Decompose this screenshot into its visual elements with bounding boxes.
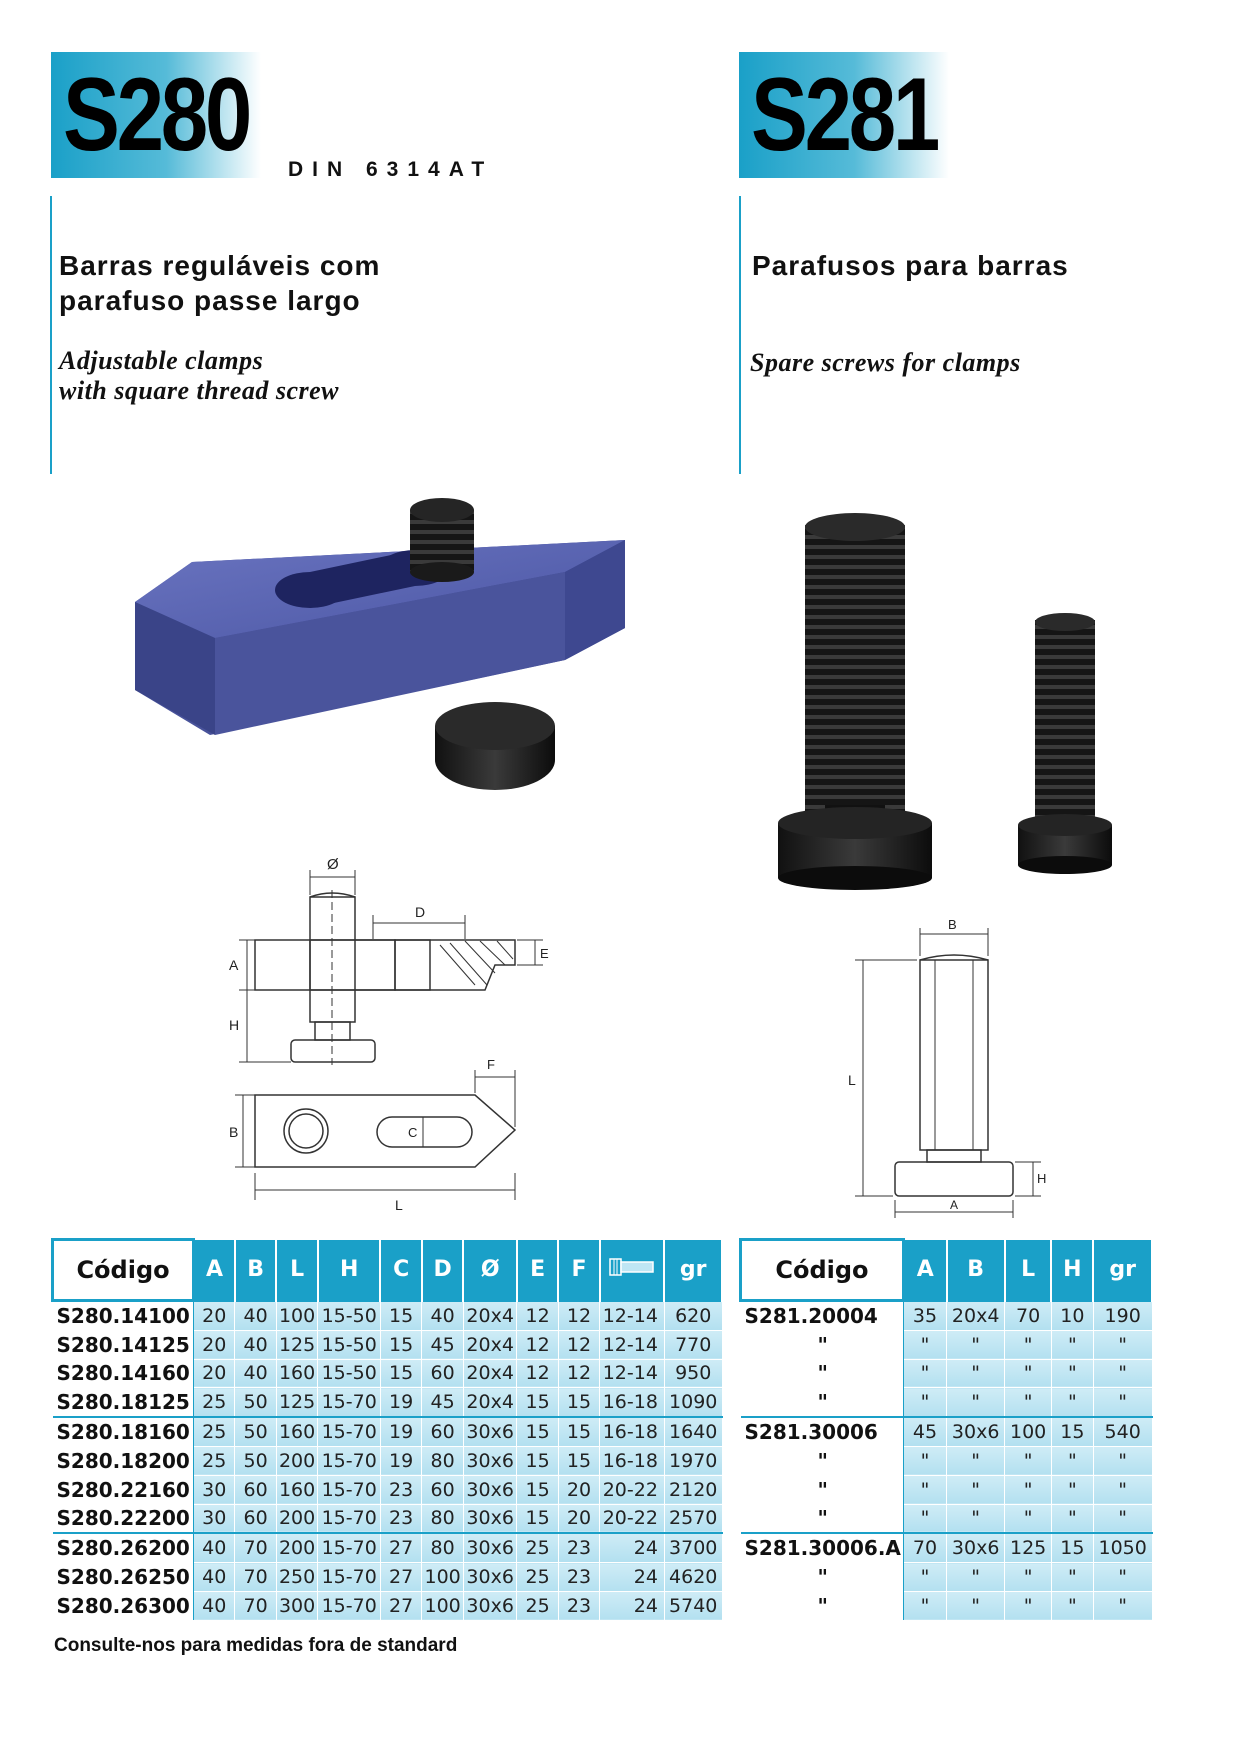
table-cell: 100: [276, 1301, 318, 1331]
table-cell: 50: [235, 1446, 276, 1475]
table-cell: ": [903, 1504, 946, 1533]
right-accent-line: [739, 196, 741, 474]
table-cell: ": [1005, 1446, 1052, 1475]
table-cell: ": [947, 1359, 1005, 1388]
table-cell: ": [1005, 1563, 1052, 1592]
table-cell: 2120: [664, 1475, 722, 1504]
table-cell: ": [1051, 1359, 1093, 1388]
table-cell: 15: [517, 1388, 558, 1417]
table-cell: 20: [194, 1330, 235, 1359]
table-code-cell: ": [741, 1591, 904, 1619]
table-cell: 950: [664, 1359, 722, 1388]
table-cell: 15-70: [318, 1591, 381, 1619]
table-row: [741, 1359, 1153, 1388]
table-cell: ": [1093, 1563, 1152, 1592]
table-cell: 40: [235, 1359, 276, 1388]
table-cell: 50: [235, 1417, 276, 1446]
table-cell: ": [1093, 1446, 1152, 1475]
table-row: [741, 1533, 1153, 1562]
s280-col-d: D: [422, 1240, 464, 1301]
table-cell: 15-70: [318, 1417, 381, 1446]
table-cell: 15: [1051, 1417, 1093, 1446]
table-cell: 12: [517, 1359, 558, 1388]
table-cell: 12-14: [600, 1330, 665, 1359]
table-cell: 45: [903, 1417, 946, 1446]
table-code-cell: S280.22200: [53, 1504, 194, 1533]
table-cell: 70: [235, 1563, 276, 1592]
table-cell: 2570: [664, 1504, 722, 1533]
s280-col-dia: Ø: [463, 1240, 516, 1301]
s280-header-row: [53, 1240, 723, 1301]
table-code-cell: ": [741, 1504, 904, 1533]
table-cell: 60: [422, 1417, 464, 1446]
table-cell: 30x6: [463, 1417, 516, 1446]
table-cell: 30x6: [463, 1533, 516, 1562]
screws-photo: [770, 505, 1150, 890]
table-cell: 27: [380, 1533, 421, 1562]
table-cell: 15: [380, 1301, 421, 1331]
table-cell: 30x6: [463, 1475, 516, 1504]
table-cell: 15-70: [318, 1533, 381, 1562]
table-row: [53, 1388, 723, 1417]
table-cell: 30x6: [463, 1446, 516, 1475]
table-code-cell: S280.18125: [53, 1388, 194, 1417]
s281-col-l: L: [1005, 1240, 1052, 1301]
table-cell: ": [903, 1591, 946, 1619]
table-cell: 20: [194, 1359, 235, 1388]
table-cell: ": [947, 1591, 1005, 1619]
table-cell: 30: [194, 1504, 235, 1533]
dim-a: A: [229, 957, 239, 973]
table-cell: 1640: [664, 1417, 722, 1446]
table-row: [53, 1563, 723, 1592]
table-row: [741, 1504, 1153, 1533]
s280-title-pt-line2: parafuso passe largo: [59, 285, 361, 316]
table-cell: 16-18: [600, 1446, 665, 1475]
table-cell: 15-70: [318, 1388, 381, 1417]
s280-col-gr: gr: [664, 1240, 722, 1301]
s280-title-pt: [59, 248, 380, 318]
table-cell: 60: [422, 1359, 464, 1388]
table-cell: ": [947, 1388, 1005, 1417]
table-cell: ": [903, 1388, 946, 1417]
table-cell: 250: [276, 1563, 318, 1592]
table-cell: 19: [380, 1417, 421, 1446]
s281-dim-b: B: [948, 920, 957, 932]
table-cell: 20x4: [947, 1301, 1005, 1331]
s281-col-gr: gr: [1093, 1240, 1152, 1301]
table-cell: 40: [235, 1330, 276, 1359]
table-cell: 20x4: [463, 1301, 516, 1331]
table-cell: 25: [194, 1417, 235, 1446]
table-row: [53, 1417, 723, 1446]
table-cell: ": [903, 1475, 946, 1504]
table-cell: 45: [422, 1330, 464, 1359]
table-code-cell: S280.26300: [53, 1591, 194, 1619]
table-code-cell: S281.30006.A: [741, 1533, 904, 1562]
table-code-cell: S280.14160: [53, 1359, 194, 1388]
table-cell: 25: [517, 1563, 558, 1592]
table-cell: 12: [558, 1330, 599, 1359]
dim-c: C: [408, 1125, 418, 1140]
table-cell: 60: [422, 1475, 464, 1504]
table-code-cell: ": [741, 1388, 904, 1417]
table-cell: 40: [194, 1563, 235, 1592]
table-cell: 70: [235, 1533, 276, 1562]
table-cell: 30x6: [463, 1504, 516, 1533]
table-row: [741, 1330, 1153, 1359]
table-cell: 70: [903, 1533, 946, 1562]
table-cell: ": [1005, 1388, 1052, 1417]
s280-spec-table: [51, 1238, 723, 1620]
table-cell: 30x6: [947, 1533, 1005, 1562]
s281-dim-a: A: [950, 1198, 959, 1212]
s281-drawing: [845, 920, 1065, 1220]
table-cell: 12: [558, 1359, 599, 1388]
custom-size-note: Consulte-nos para medidas fora de standard: [54, 1635, 458, 1656]
s281-title-en: Spare screws for clamps: [750, 348, 1021, 377]
dim-dia: Ø: [327, 856, 339, 873]
table-cell: 25: [517, 1591, 558, 1619]
table-cell: 12: [558, 1301, 599, 1331]
table-cell: 15-70: [318, 1563, 381, 1592]
table-cell: ": [947, 1475, 1005, 1504]
dim-l: L: [395, 1197, 403, 1213]
table-cell: 50: [235, 1388, 276, 1417]
table-cell: ": [1093, 1359, 1152, 1388]
table-row: [53, 1504, 723, 1533]
table-cell: 24: [600, 1591, 665, 1619]
table-row: [53, 1330, 723, 1359]
table-cell: 15-50: [318, 1301, 381, 1331]
small-screw: [1035, 620, 1095, 820]
table-cell: 40: [422, 1301, 464, 1331]
table-cell: 15: [558, 1446, 599, 1475]
table-row: [53, 1533, 723, 1562]
s280-col-b: B: [235, 1240, 276, 1301]
table-cell: 12-14: [600, 1359, 665, 1388]
s281-dim-h: H: [1037, 1171, 1047, 1186]
table-row: [53, 1591, 723, 1619]
table-cell: ": [1093, 1388, 1152, 1417]
table-code-cell: S280.18200: [53, 1446, 194, 1475]
s281-code: S281: [751, 57, 938, 173]
dim-d: D: [415, 904, 426, 920]
table-cell: 20-22: [600, 1475, 665, 1504]
table-row: [53, 1446, 723, 1475]
table-cell: 300: [276, 1591, 318, 1619]
table-cell: 20: [558, 1475, 599, 1504]
table-cell: 160: [276, 1475, 318, 1504]
s280-col-c: C: [380, 1240, 421, 1301]
s280-col-h: H: [318, 1240, 381, 1301]
table-cell: 125: [276, 1388, 318, 1417]
table-cell: 25: [517, 1533, 558, 1562]
table-code-cell: S280.14125: [53, 1330, 194, 1359]
clamp-photo: [120, 490, 680, 840]
s280-col-code: Código: [53, 1240, 194, 1301]
table-cell: 15-70: [318, 1475, 381, 1504]
table-cell: ": [1051, 1563, 1093, 1592]
table-cell: ": [947, 1446, 1005, 1475]
table-cell: 70: [235, 1591, 276, 1619]
table-cell: 15: [558, 1388, 599, 1417]
s281-col-code: Código: [741, 1240, 904, 1301]
s281-dim-l: L: [848, 1072, 856, 1088]
table-cell: ": [1051, 1446, 1093, 1475]
table-code-cell: S280.26200: [53, 1533, 194, 1562]
table-cell: ": [1005, 1359, 1052, 1388]
s280-col-e: E: [517, 1240, 558, 1301]
table-cell: 125: [1005, 1533, 1052, 1562]
table-row: [741, 1591, 1153, 1619]
table-code-cell: ": [741, 1475, 904, 1504]
table-cell: 15: [517, 1504, 558, 1533]
s280-code: S280: [63, 57, 250, 173]
s280-title-pt-line1: Barras reguláveis com: [59, 250, 381, 281]
table-cell: 540: [1093, 1417, 1152, 1446]
table-cell: 23: [558, 1591, 599, 1619]
s281-title-pt: Parafusos para barras: [752, 250, 1069, 281]
table-cell: ": [1093, 1475, 1152, 1504]
table-cell: 16-18: [600, 1417, 665, 1446]
table-row: [741, 1417, 1153, 1446]
s280-col-l: L: [276, 1240, 318, 1301]
s280-col-f: F: [558, 1240, 599, 1301]
s281-col-h: H: [1051, 1240, 1093, 1301]
s280-title-en-line1: Adjustable clamps: [59, 346, 264, 375]
table-cell: 30x6: [947, 1417, 1005, 1446]
table-cell: 160: [276, 1359, 318, 1388]
bolt-icon: [609, 1256, 655, 1278]
table-cell: 190: [1093, 1301, 1152, 1331]
table-cell: 70: [1005, 1301, 1052, 1331]
table-row: [53, 1475, 723, 1504]
table-code-cell: ": [741, 1563, 904, 1592]
table-cell: 3700: [664, 1533, 722, 1562]
table-cell: ": [1051, 1475, 1093, 1504]
table-cell: 24: [600, 1533, 665, 1562]
table-cell: 19: [380, 1388, 421, 1417]
table-code-cell: S280.18160: [53, 1417, 194, 1446]
table-code-cell: S280.22160: [53, 1475, 194, 1504]
table-cell: 20x4: [463, 1330, 516, 1359]
table-cell: ": [1051, 1388, 1093, 1417]
dim-h: H: [229, 1017, 240, 1033]
table-cell: 10: [1051, 1301, 1093, 1331]
table-code-cell: S280.14100: [53, 1301, 194, 1331]
table-cell: ": [947, 1504, 1005, 1533]
table-cell: ": [903, 1446, 946, 1475]
table-cell: 100: [422, 1563, 464, 1592]
table-cell: ": [903, 1330, 946, 1359]
table-cell: 1090: [664, 1388, 722, 1417]
table-cell: 4620: [664, 1563, 722, 1592]
table-cell: 23: [380, 1475, 421, 1504]
s280-title-en-line2: with square thread screw: [59, 376, 339, 405]
table-row: [741, 1563, 1153, 1592]
table-cell: 23: [558, 1533, 599, 1562]
s280-banner: [51, 52, 261, 178]
table-cell: 23: [380, 1504, 421, 1533]
s281-col-b: B: [947, 1240, 1005, 1301]
table-cell: 15: [1051, 1533, 1093, 1562]
dim-e: E: [540, 946, 549, 961]
table-cell: 15-50: [318, 1359, 381, 1388]
table-cell: 12: [517, 1330, 558, 1359]
table-cell: ": [903, 1563, 946, 1592]
table-code-cell: S281.20004: [741, 1301, 904, 1331]
table-row: [53, 1359, 723, 1388]
table-cell: 15: [517, 1446, 558, 1475]
table-cell: 125: [276, 1330, 318, 1359]
dim-f: F: [487, 1057, 495, 1072]
table-cell: 5740: [664, 1591, 722, 1619]
table-row: [741, 1446, 1153, 1475]
table-cell: 27: [380, 1563, 421, 1592]
table-cell: 20-22: [600, 1504, 665, 1533]
table-cell: 15: [558, 1417, 599, 1446]
large-screw: [805, 525, 905, 815]
table-cell: ": [1093, 1330, 1152, 1359]
table-cell: 20x4: [463, 1388, 516, 1417]
s280-col-a: A: [194, 1240, 235, 1301]
table-cell: 80: [422, 1504, 464, 1533]
table-cell: 30x6: [463, 1563, 516, 1592]
table-code-cell: ": [741, 1330, 904, 1359]
table-cell: ": [903, 1359, 946, 1388]
table-cell: 1050: [1093, 1533, 1152, 1562]
table-row: [741, 1475, 1153, 1504]
table-cell: 770: [664, 1330, 722, 1359]
s281-spec-table: [739, 1238, 1153, 1620]
table-cell: 160: [276, 1417, 318, 1446]
table-cell: 25: [194, 1446, 235, 1475]
table-cell: 15-70: [318, 1504, 381, 1533]
table-row: [741, 1301, 1153, 1331]
table-cell: ": [1093, 1591, 1152, 1619]
table-cell: 15-50: [318, 1330, 381, 1359]
table-cell: 200: [276, 1533, 318, 1562]
table-cell: 100: [1005, 1417, 1052, 1446]
table-cell: 23: [558, 1563, 599, 1592]
table-cell: 19: [380, 1446, 421, 1475]
table-cell: ": [947, 1330, 1005, 1359]
table-cell: 15: [380, 1359, 421, 1388]
table-cell: 1970: [664, 1446, 722, 1475]
table-cell: 35: [903, 1301, 946, 1331]
table-cell: 45: [422, 1388, 464, 1417]
table-cell: 27: [380, 1591, 421, 1619]
table-cell: ": [1005, 1330, 1052, 1359]
table-code-cell: ": [741, 1359, 904, 1388]
table-code-cell: ": [741, 1446, 904, 1475]
table-code-cell: S281.30006: [741, 1417, 904, 1446]
table-cell: 24: [600, 1563, 665, 1592]
table-cell: 20: [558, 1504, 599, 1533]
table-cell: 80: [422, 1533, 464, 1562]
table-cell: 40: [235, 1301, 276, 1331]
table-cell: 30x6: [463, 1591, 516, 1619]
table-cell: ": [1005, 1475, 1052, 1504]
table-cell: ": [1005, 1504, 1052, 1533]
table-cell: ": [1051, 1330, 1093, 1359]
table-cell: 25: [194, 1388, 235, 1417]
table-cell: 40: [194, 1591, 235, 1619]
table-cell: 15: [380, 1330, 421, 1359]
table-cell: ": [1051, 1591, 1093, 1619]
table-cell: ": [1093, 1504, 1152, 1533]
table-cell: ": [1005, 1591, 1052, 1619]
table-cell: 15-70: [318, 1446, 381, 1475]
left-accent-line: [50, 196, 52, 474]
dim-b: B: [229, 1124, 239, 1140]
table-code-cell: S280.26250: [53, 1563, 194, 1592]
s281-col-a: A: [903, 1240, 946, 1301]
table-cell: ": [1051, 1504, 1093, 1533]
table-cell: 12: [517, 1301, 558, 1331]
s280-drawing: [225, 855, 565, 1230]
s280-title-en: [59, 346, 339, 406]
table-cell: 20x4: [463, 1359, 516, 1388]
table-cell: 80: [422, 1446, 464, 1475]
table-cell: ": [947, 1563, 1005, 1592]
s281-header-row: [741, 1240, 1153, 1301]
table-cell: 200: [276, 1446, 318, 1475]
table-cell: 15: [517, 1417, 558, 1446]
table-cell: 620: [664, 1301, 722, 1331]
table-cell: 60: [235, 1475, 276, 1504]
table-cell: 12-14: [600, 1301, 665, 1331]
table-row: [741, 1388, 1153, 1417]
table-row: [53, 1301, 723, 1331]
s280-col-screw: [600, 1240, 665, 1301]
table-cell: 16-18: [600, 1388, 665, 1417]
din-standard: DIN 6314AT: [288, 158, 494, 181]
table-cell: 15: [517, 1475, 558, 1504]
table-cell: 40: [194, 1533, 235, 1562]
table-cell: 200: [276, 1504, 318, 1533]
table-cell: 100: [422, 1591, 464, 1619]
table-cell: 60: [235, 1504, 276, 1533]
table-cell: 20: [194, 1301, 235, 1331]
s281-banner: [739, 52, 949, 178]
table-cell: 30: [194, 1475, 235, 1504]
